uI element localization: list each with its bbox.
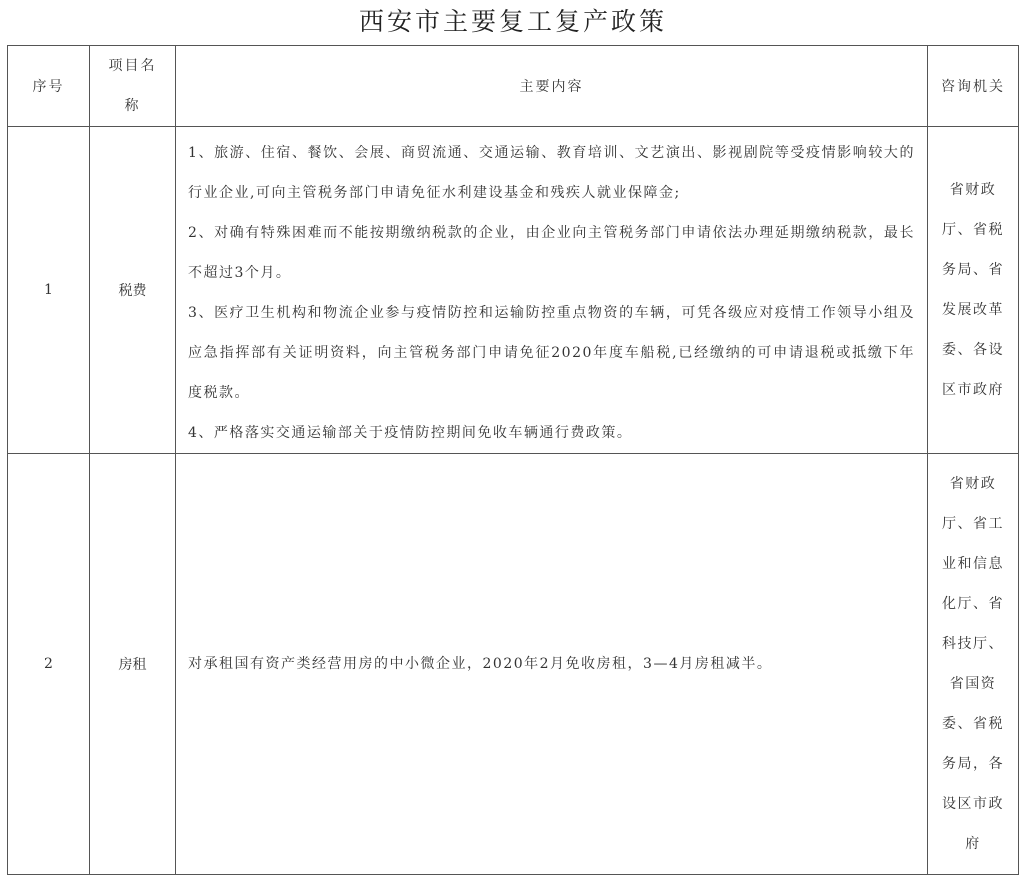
table-header-row — [8, 46, 1019, 127]
row-agency: 省财政厅、省税务局、省发展改革委、各设区市政府 — [928, 127, 1019, 454]
row-name: 税费 — [90, 127, 176, 454]
table-row — [8, 454, 1019, 875]
document-title: 西安市主要复工复产政策 — [358, 7, 667, 36]
content-item: 3、医疗卫生机构和物流企业参与疫情防控和运输防控重点物资的车辆，可凭各级应对疫情工作领导小组及应急指挥部有关证明资料，向主管税务部门申请免征2020年度车船税,已经缴纳的可申请退税或抵缴下年度税款。 — [188, 305, 915, 401]
content-item: 1、旅游、住宿、餐饮、会展、商贸流通、交通运输、教育培训、文艺演出、影视剧院等受疫情影响较大的行业企业,可向主管税务部门申请免征水利建设基金和残疾人就业保障金; — [188, 145, 915, 201]
content-item: 4、严格落实交通运输部关于疫情防控期间免收车辆通行费政策。 — [188, 425, 633, 441]
header-content: 主要内容 — [176, 46, 928, 127]
content-item: 对承租国有资产类经营用房的中小微企业，2020年2月免收房租，3—4月房租减半。 — [188, 656, 773, 672]
row-no: 2 — [8, 454, 90, 875]
row-no: 1 — [8, 127, 90, 454]
header-name: 项目名称 — [90, 46, 176, 127]
row-content — [176, 454, 928, 875]
row-content — [176, 127, 928, 454]
table-row — [8, 127, 1019, 454]
row-name: 房租 — [90, 454, 176, 875]
policy-table — [7, 45, 1019, 875]
header-no: 序号 — [8, 46, 90, 127]
content-item: 2、对确有特殊困难而不能按期缴纳税款的企业，由企业向主管税务部门申请依法办理延期缴纳税款，最长不超过3个月。 — [188, 225, 915, 281]
row-agency: 省财政厅、省工业和信息化厅、省科技厅、省国资委、省税务局，各设区市政府 — [928, 454, 1019, 875]
header-agency: 咨询机关 — [928, 46, 1019, 127]
